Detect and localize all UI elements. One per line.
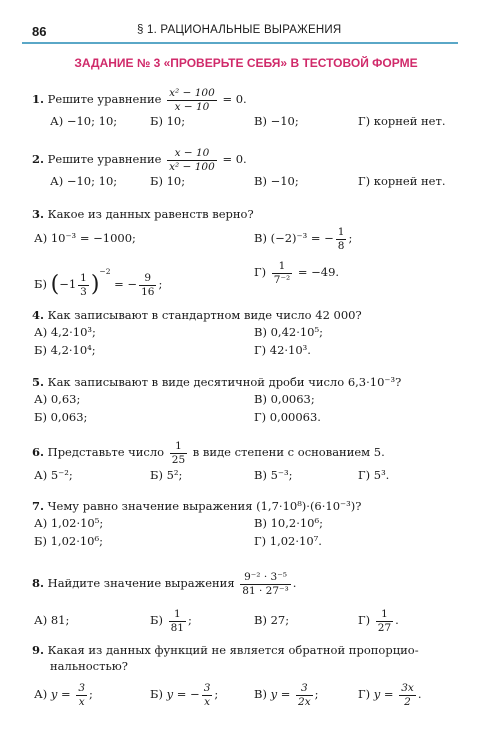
expression-fraction: $\frac{\text{9⁻² · 3⁻⁵}}{\text{81 · 27⁻³}}$	[242, 570, 289, 597]
question-text: Найдите значение выражения	[47, 576, 235, 590]
answer-d[interactable]: Г) корней нет.	[358, 174, 446, 188]
answer-a[interactable]: А) −10; 10;	[50, 114, 118, 128]
answer-a[interactable]: А) 5⁻²;	[34, 468, 73, 482]
answer-d[interactable]: Г) y = $\frac{3x}{2}$ .	[358, 681, 422, 708]
answer-b[interactable]: Б) 1,02·10⁶;	[34, 534, 103, 548]
answer-a[interactable]: А) 81;	[34, 613, 70, 627]
answer-a[interactable]: А) 10⁻³ = −1000;	[34, 231, 136, 245]
answer-c[interactable]: В) 10,2·10⁶;	[254, 516, 323, 530]
answer-d[interactable]: Г) корней нет.	[358, 114, 446, 128]
answer-d[interactable]: Г) 5³.	[358, 468, 390, 482]
question-text: Решите уравнение	[47, 152, 162, 166]
answer-d[interactable]: Г) $\frac{1}{\text{7⁻²}}$ = −49.	[254, 259, 340, 286]
answer-b[interactable]: Б) 4,2·10⁴;	[34, 343, 96, 357]
question-text: Чему равно значение выражения (1,7·10⁸)·(6·10⁻³)?	[47, 499, 362, 513]
answer-a[interactable]: А) 1,02·10⁵;	[34, 516, 104, 530]
equation-fraction: $\frac{\text{x² − 100}}{x - 10}$	[169, 86, 215, 113]
answer-d[interactable]: Г) 1,02·10⁷.	[254, 534, 322, 548]
question-8: 8. Найдите значение выражения $\frac{\text{9⁻² · 3⁻⁵}}{\text{81 · 27⁻³}}$ . А) 81; Б) $\frac{1}{81}$ ; В) 27; Г) $\frac{1}{27}$ .	[32, 566, 472, 638]
question-text: Представьте число	[47, 445, 165, 459]
answer-b[interactable]: Б) 10;	[150, 174, 186, 188]
answer-a[interactable]: А) −10; 10;	[50, 174, 118, 188]
question-number: 2.	[32, 152, 45, 166]
page-number: 86	[32, 24, 47, 39]
answer-b[interactable]: Б) 5²;	[150, 468, 183, 482]
question-5	[32, 372, 472, 428]
answer-c[interactable]: В) 5⁻³;	[254, 468, 293, 482]
question-text-cont: нальностью?	[50, 659, 128, 673]
question-4	[32, 305, 472, 361]
question-text: Какая из данных функций не является обратной пропорцио-	[47, 643, 419, 657]
answer-a[interactable]: А) 4,2·10³;	[34, 325, 96, 339]
question-number: 1.	[32, 92, 45, 106]
answer-c[interactable]: В) −10;	[254, 174, 299, 188]
question-6	[32, 436, 472, 486]
answer-b[interactable]: Б) y = − $\frac{3}{x}$ ;	[150, 681, 219, 708]
page-header	[22, 20, 458, 42]
question-text: Решите уравнение	[47, 92, 162, 106]
answer-c[interactable]: В) (−2)⁻³ = − $\frac{1}{8}$ ;	[254, 225, 353, 252]
section-title: § 1. РАЦИОНАЛЬНЫЕ ВЫРАЖЕНИЯ	[137, 24, 342, 36]
question-text: Как записывают в стандартном виде число 42 000?	[47, 308, 362, 322]
question-number: 4.	[32, 308, 45, 322]
answer-a[interactable]: А) y = $\frac{3}{x}$ ;	[34, 681, 93, 708]
answer-a[interactable]: А) 0,63;	[34, 392, 81, 406]
question-text: Какое из данных равенств верно?	[47, 207, 254, 221]
answer-b[interactable]: Б) (−1 $\frac{1}{3}$ )$^{-2}$ = − $\frac{9}{16}$ ;	[34, 267, 163, 298]
question-1	[32, 84, 472, 132]
answer-d[interactable]: Г) 42·10³.	[254, 343, 311, 357]
answer-b[interactable]: Б) $\frac{1}{81}$ ;	[150, 607, 192, 634]
answer-c[interactable]: В) −10;	[254, 114, 299, 128]
question-number: 5.	[32, 375, 45, 389]
equation-fraction: $\frac{x - 10}{\text{x² − 100}}$	[169, 146, 215, 173]
header-divider	[22, 42, 458, 44]
question-9	[32, 642, 472, 712]
number-fraction: $\frac{1}{25}$	[171, 439, 186, 466]
question-text: Как записывают в виде десятичной дроби число 6,3·10⁻³?	[47, 375, 402, 389]
question-2	[32, 144, 472, 192]
answer-c[interactable]: В) 0,42·10⁵;	[254, 325, 323, 339]
answer-d[interactable]: Г) $\frac{1}{27}$ .	[358, 607, 399, 634]
question-text-tail: в виде степени с основанием 5.	[192, 445, 385, 459]
question-number: 6.	[32, 445, 45, 459]
equation-tail: = 0.	[222, 92, 247, 106]
answer-c[interactable]: В) y = $\frac{3}{2x}$ ;	[254, 681, 319, 708]
answer-c[interactable]: В) 0,0063;	[254, 392, 315, 406]
question-7	[32, 496, 472, 552]
task-title: ЗАДАНИЕ № 3 «ПРОВЕРЬТЕ СЕБЯ» В ТЕСТОВОЙ ФОРМЕ	[74, 56, 418, 70]
question-number: 9.	[32, 643, 45, 657]
equation-tail: = 0.	[222, 152, 247, 166]
question-number: 8.	[32, 576, 45, 590]
answer-c[interactable]: В) 27;	[254, 613, 290, 627]
answer-d[interactable]: Г) 0,00063.	[254, 410, 321, 424]
question-number: 7.	[32, 499, 45, 513]
answer-b[interactable]: Б) 10;	[150, 114, 186, 128]
question-3	[32, 204, 472, 298]
answer-b[interactable]: Б) 0,063;	[34, 410, 88, 424]
question-number: 3.	[32, 207, 45, 221]
